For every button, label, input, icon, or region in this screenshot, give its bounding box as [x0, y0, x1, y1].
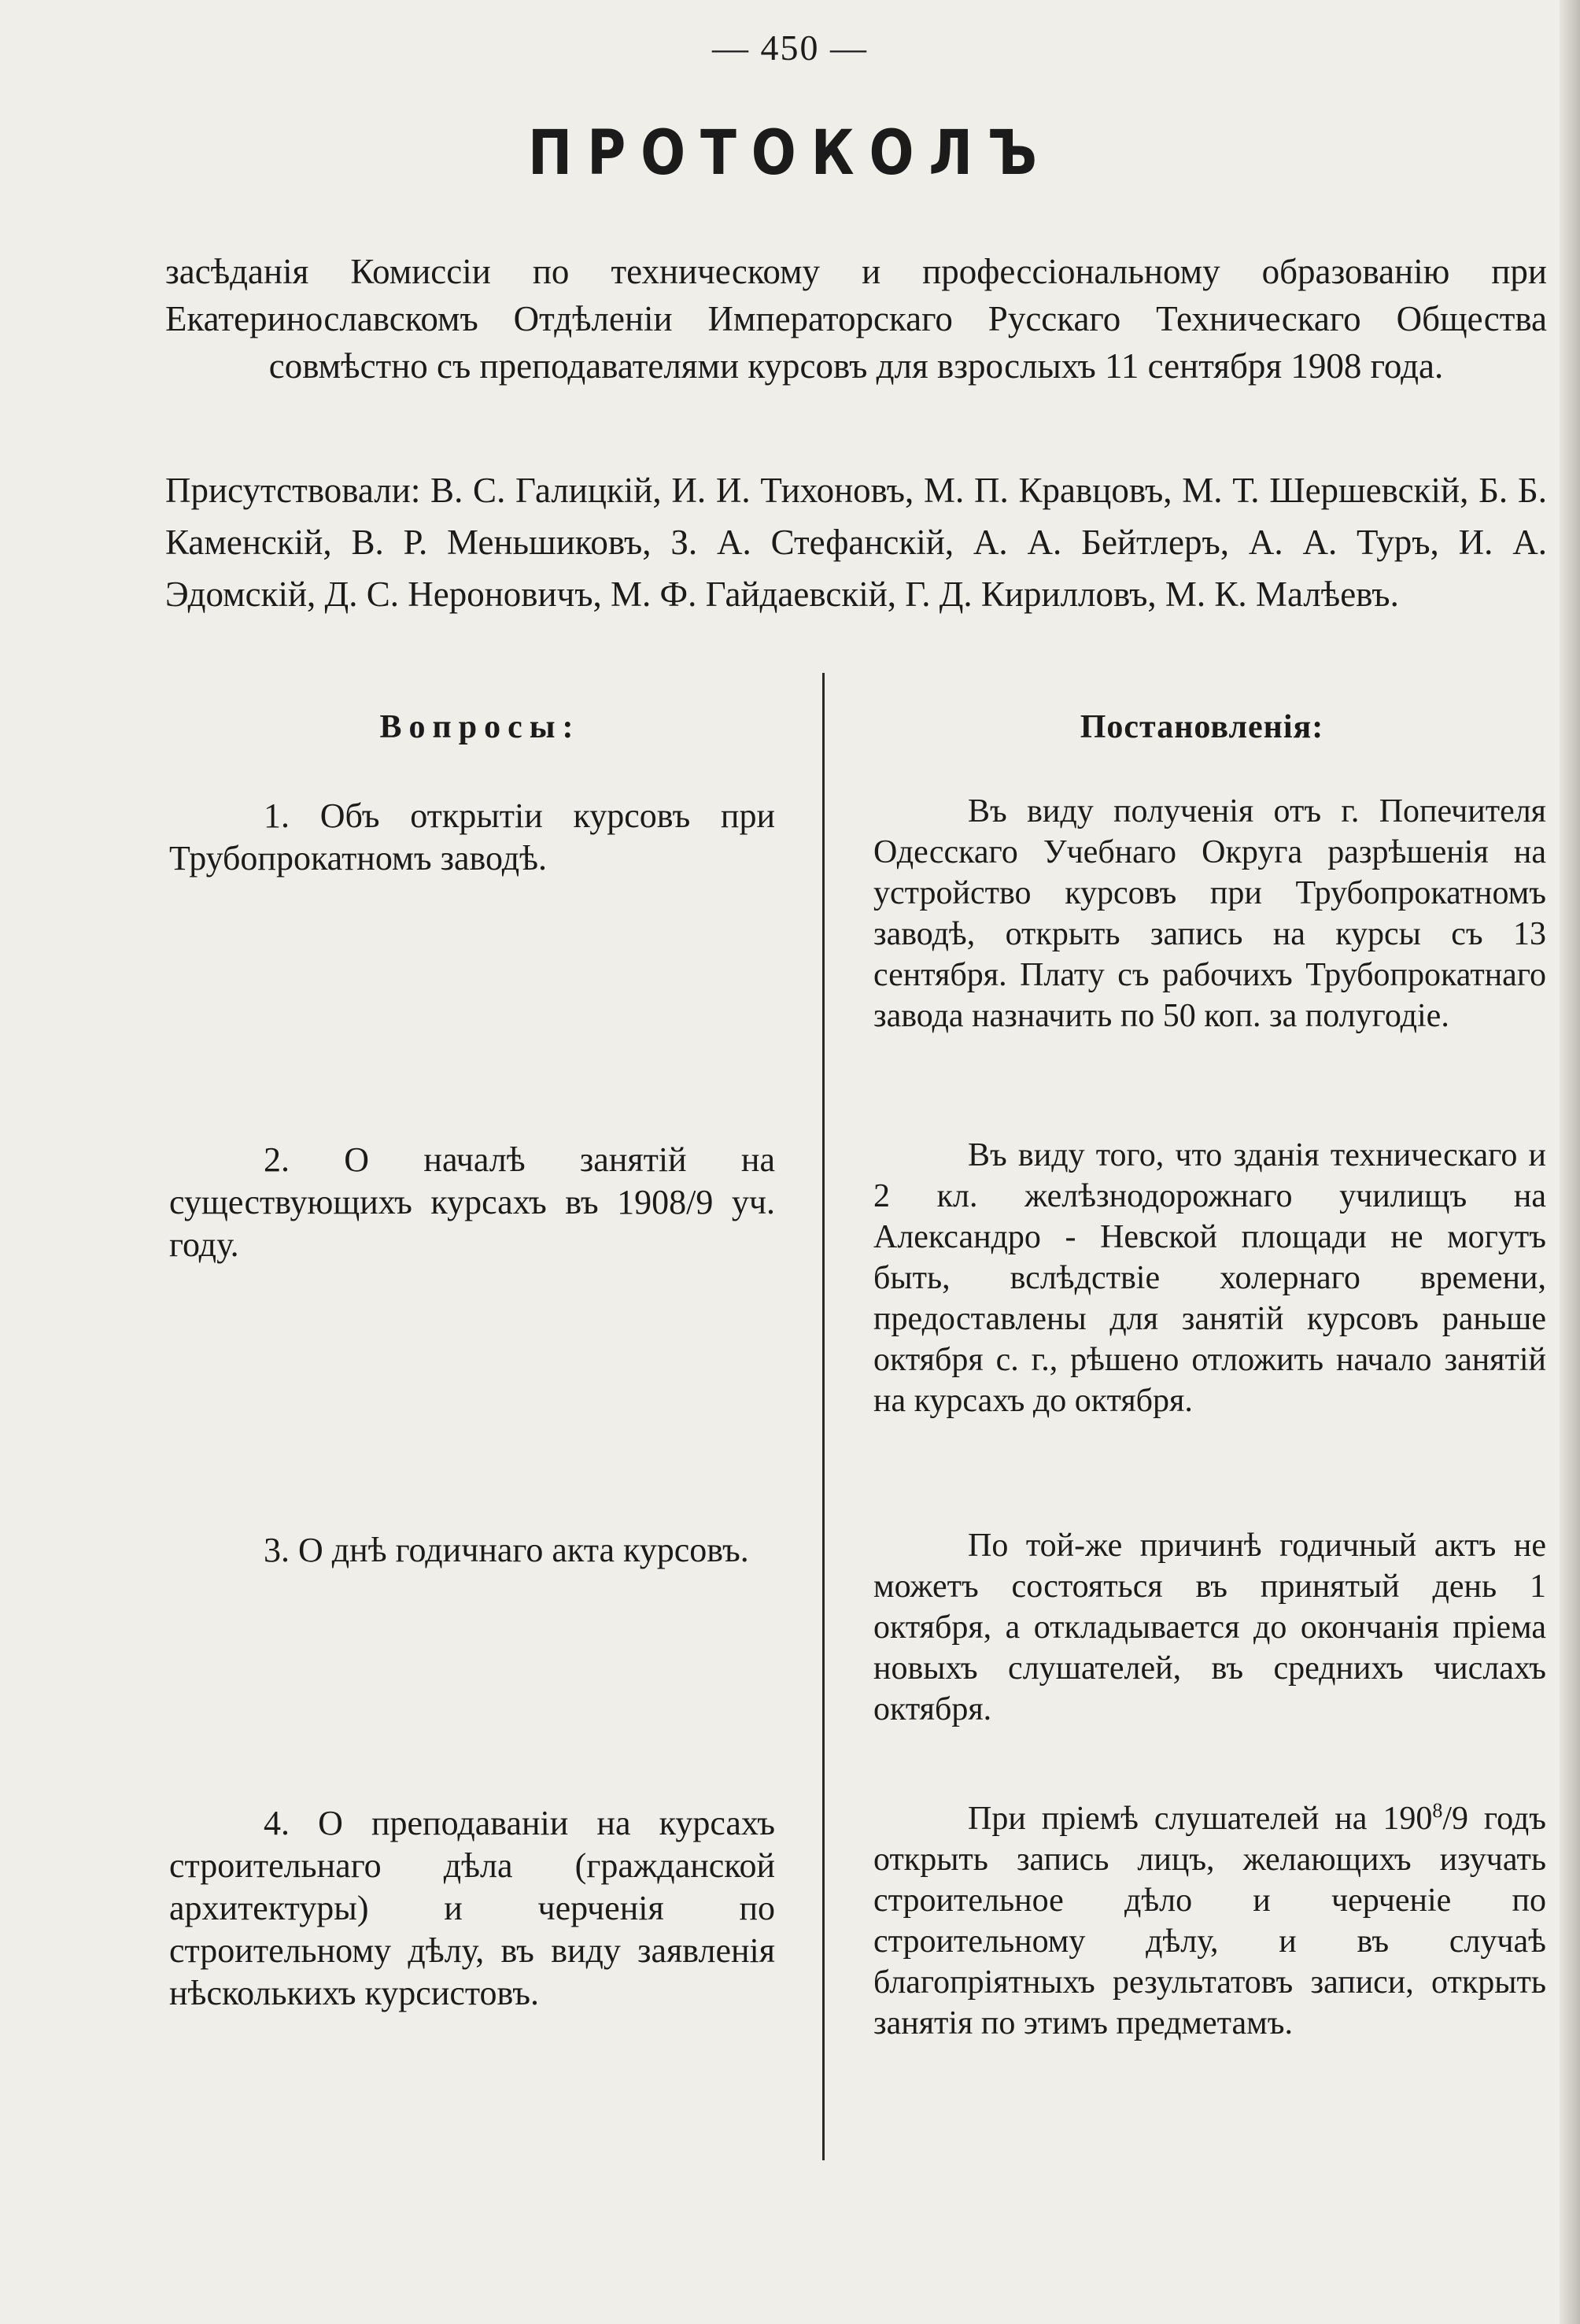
resolution-3: По той-же причинѣ годичный актъ не можетъ состояться въ принятый день 1 октября, а откладывается до окончанія пріема новыхъ слушателей, въ среднихъ числахъ октября. — [873, 1528, 1546, 1727]
question-3: 3. О днѣ годичнаго акта курсовъ. — [264, 1531, 749, 1569]
resolution-4-text-start: При пріемѣ слушателей на 190 — [968, 1801, 1433, 1837]
page-number: — 450 — — [712, 28, 868, 68]
document-subtitle: засѣданія Комиссіи по техническому и профессіональному образованію при Екатеринославскомъ Отдѣленіи Императорскаго Русскаго Техническаго Общества совмѣстно съ преподавателями курсовъ для взрослыхъ 11 сентября 1908 года. — [165, 252, 1547, 386]
column-divider — [822, 673, 825, 2160]
resolution-1: Въ виду полученія отъ г. Попечителя Одесскаго Учебнаго Округа разрѣшенія на устройство курсовъ при Трубопрокатномъ заводѣ, открыть запись на курсы съ 13 сентября. Плату съ рабочихъ Трубопрокатнаго завода назначить по 50 коп. за полугодіе. — [873, 793, 1546, 1034]
resolution-4 — [873, 1798, 1546, 2044]
page-edge-shadow — [1560, 0, 1580, 2324]
resolutions-header: Постановленія: — [1080, 709, 1324, 745]
resolution-2: Въ виду того, что зданія техническаго и 2 кл. желѣзнодорожнаго училищъ на Александро - Невской площади не могутъ быть, вслѣдствіе холернаго времени, предоставлены для занятій курсовъ раньше октября с. г., рѣшено отложить начало занятій на курсахъ до октября. — [873, 1137, 1546, 1419]
questions-header: Вопросы: — [379, 709, 581, 745]
document-title: ПРОТОКОЛЪ — [528, 118, 1052, 189]
question-4: 4. О преподаваніи на курсахъ строительнаго дѣла (гражданской архитектуры) и черченія по строительному дѣлу, въ виду заявленія нѣсколькихъ курсистовъ. — [169, 1804, 775, 2012]
resolution-4-superscript: 8 — [1432, 1799, 1443, 1822]
question-1: 1. Объ открытіи курсовъ при Трубопрокатномъ заводѣ. — [169, 796, 775, 878]
attendees-paragraph: Присутствовали: В. С. Галицкій, И. И. Тихоновъ, М. П. Кравцовъ, М. Т. Шершевскій, Б. Б. Каменскій, В. Р. Меньшиковъ, З. А. Стефанскій, А. А. Бейтлеръ, А. А. Туръ, И. А. Эдомскій, Д. С. Нероновичъ, М. Ф. Гайдаевскій, Г. Д. Кирилловъ, М. К. Малѣевъ. — [165, 471, 1547, 614]
resolution-4-text-end: /9 годъ открыть запись лицъ, желающихъ изучать строительное дѣло и черченіе по строительному дѣлу, и въ случаѣ благопріятныхъ результатовъ записи, открыть занятія по этимъ предметамъ. — [873, 1801, 1546, 2041]
question-2: 2. О началѣ занятій на существующихъ курсахъ въ 1908/9 уч. году. — [169, 1140, 775, 1264]
